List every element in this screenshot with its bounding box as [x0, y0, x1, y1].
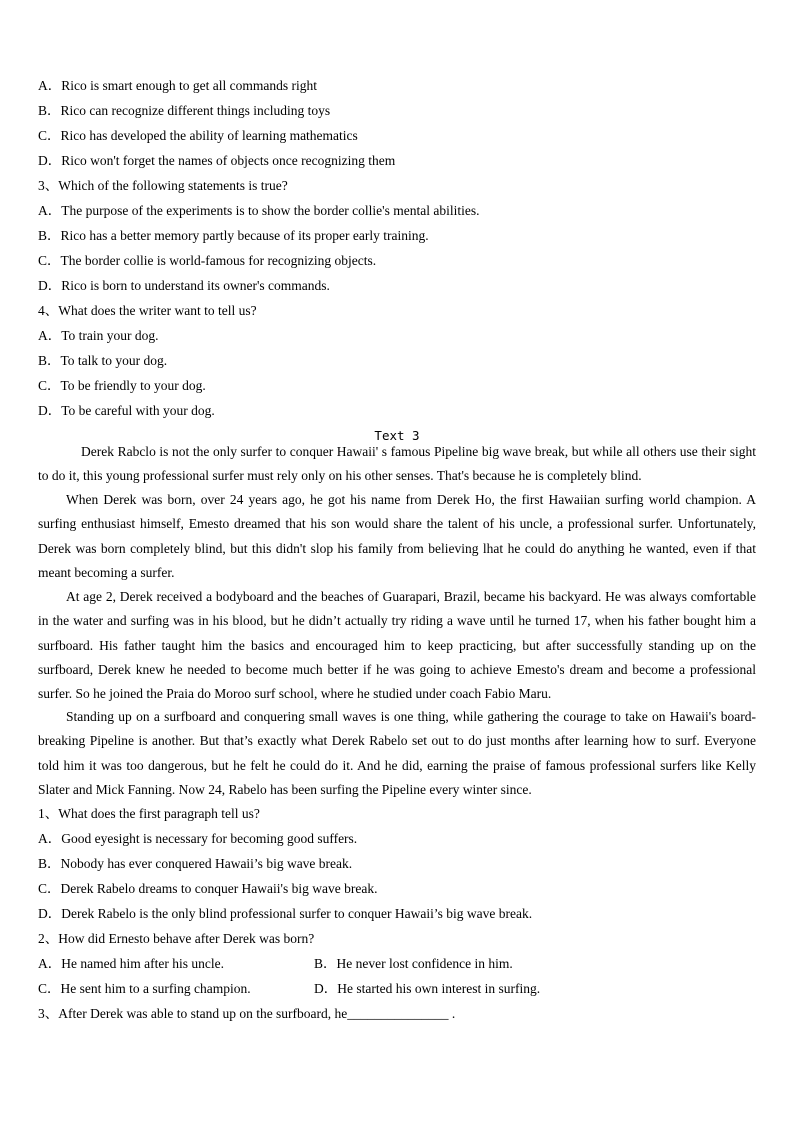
- q3-option-b: B．Rico has a better memory partly because of its proper early training.: [38, 228, 429, 243]
- passage-paragraph-4: Standing up on a surfboard and conquering small waves is one thing, while gathering the courage to take on Hawaii's board-breaking Pipeline is another. But that’s exactly what Derek Rabelo set out to do just months after learning how to surf. Everyone told him it was too dangerous, but he felt he could do it. And he did, earning the praise of famous professional surfers like Kelly Slater and Mick Fanning. Now 24, Rabelo has been surfing the Pipeline every winter since.: [38, 709, 756, 797]
- q2-option-d: D．He started his own interest in surfing.: [314, 981, 541, 996]
- option-b-rico-recognize: B．Rico can recognize different things including toys: [38, 103, 331, 118]
- q1-option-c: C．Derek Rabelo dreams to conquer Hawaii's big wave break.: [38, 881, 378, 896]
- q3-option-d: D．Rico is born to understand its owner's commands.: [38, 278, 330, 293]
- question-1-stem: 1、What does the first paragraph tell us?: [38, 806, 260, 821]
- q4-option-c: C．To be friendly to your dog.: [38, 378, 206, 393]
- question-3-stem: 3、Which of the following statements is true?: [38, 178, 288, 193]
- question-3-fill-in: 3、After Derek was able to stand up on the surfboard, he_______________ .: [38, 1006, 456, 1021]
- q4-option-a: A．To train your dog.: [38, 328, 159, 343]
- question-2-stem: 2、How did Ernesto behave after Derek was born?: [38, 931, 315, 946]
- question-4-stem: 4、What does the writer want to tell us?: [38, 303, 257, 318]
- option-c-rico-mathematics: C．Rico has developed the ability of learning mathematics: [38, 128, 358, 143]
- q1-option-d: D．Derek Rabelo is the only blind professional surfer to conquer Hawaii’s big wave break.: [38, 906, 533, 921]
- option-d-rico-names: D．Rico won't forget the names of objects once recognizing them: [38, 153, 396, 168]
- q3-option-a: A．The purpose of the experiments is to show the border collie's mental abilities.: [38, 203, 480, 218]
- q2-option-c: C．He sent him to a surfing champion.: [38, 981, 251, 996]
- q3-option-c: C．The border collie is world-famous for recognizing objects.: [38, 253, 377, 268]
- q1-option-b: B．Nobody has ever conquered Hawaii’s big wave break.: [38, 856, 353, 871]
- q4-option-d: D．To be careful with your dog.: [38, 403, 215, 418]
- passage-paragraph-2: When Derek was born, over 24 years ago, he got his name from Derek Ho, the first Hawaiian surfing world champion. A surfing enthusiast himself, Emesto dreamed that his son would share the talent of his uncle, a professional surfer. Unfortunately, Derek was born completely blind, but this didn't slop his family from believing lhat he could do anything he wanted, even if that meant becoming a surfer.: [38, 492, 756, 580]
- q2-option-b: B．He never lost confidence in him.: [314, 956, 513, 971]
- passage-paragraph-3: At age 2, Derek received a bodyboard and the beaches of Guarapari, Brazil, became his backyard. He was always comfortable in the water and surfing was in his blood, but he didn’t actually try riding a wave until he turned 17, when his father bought him a surfboard. His father taught him the basics and encouraged him to keep practicing, but after successfully standing up on the surfboard, Derek knew he needed to become much better if he was going to achieve Emesto's dream and become a professional surfer. So he joined the Praia do Moroo surf school, where he studied under coach Fabio Maru.: [38, 589, 756, 702]
- q1-option-a: A．Good eyesight is necessary for becoming good suffers.: [38, 831, 358, 846]
- text3-title: Text 3: [374, 428, 420, 443]
- q4-option-b: B．To talk to your dog.: [38, 353, 168, 368]
- q2-option-a: A．He named him after his uncle.: [38, 956, 224, 971]
- passage-paragraph-1: Derek Rabclo is not the only surfer to conquer Hawaii' s famous Pipeline big wave break, but while all others use their sight to do it, this young professional surfer must rely only on his other senses. That's because he is completely blind.: [38, 444, 756, 484]
- option-a-rico-smart: A．Rico is smart enough to get all commands right: [38, 78, 317, 93]
